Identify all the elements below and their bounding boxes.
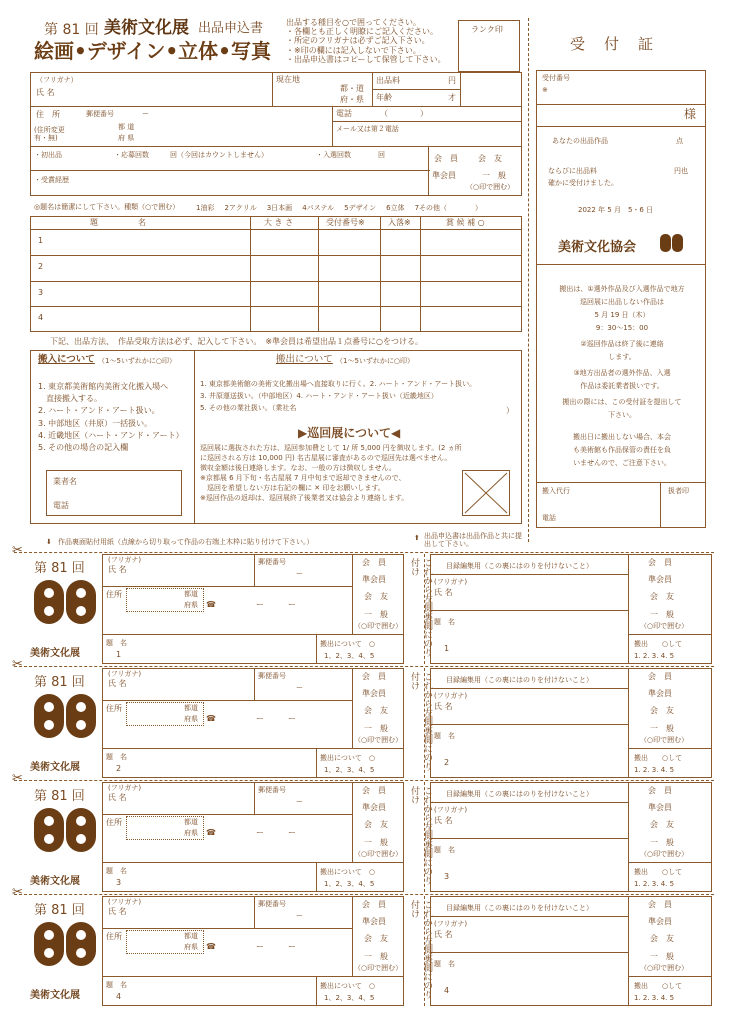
kind-option[interactable]: 4パステル [302,204,335,212]
out-right-options[interactable]: 1. 2. 3. 4. 5 [634,880,675,888]
postal-dash: ー [142,110,149,118]
pickup-line: 搬出は、①選外作品及び入選作品で地方 [559,285,685,293]
circle-note: （○印で囲む） [354,736,403,744]
name-label-2: 氏 名 [434,588,453,597]
address-label: 住 所 [36,110,60,119]
pickup-line: 搬出の際には、この受付証を提出して [562,398,682,406]
tag-strip [0,543,729,666]
outgoing-options[interactable]: 1、2、3、4、5 [324,652,375,660]
scissors-icon: ✂ [12,657,23,672]
delivery-in-item: 2. ハート・アンド・アート扱い。 [38,406,160,416]
general-option[interactable]: 一 般 [364,724,388,733]
tour-line: 巡回展に選抜された方は、巡回参加費として 1/ 所 5,000 円を徴収します。(2 ヵ所 [200,444,462,452]
general-option[interactable]: 一 般 [650,952,674,961]
associate-option[interactable]: 準会員 [362,575,386,584]
works-footnote: 下記、出品方法、 作品受取方法は必ず、記入して下さい。 ※準会員は希望出品１点番号に○をつける。 [50,337,424,346]
delivery-out-list [200,380,476,416]
tour-title: ▶巡回展について◀ [298,426,401,440]
vendor-phone-label: 電話 [53,501,69,510]
general-option[interactable]: 一 般 [650,610,674,619]
pickup-line: 作品は委託業者扱いです。 [580,382,664,390]
member-option[interactable]: 会 員 [362,672,386,681]
name-label-2: 氏 名 [434,702,453,711]
postal-dash: ー [296,798,303,806]
outgoing-options[interactable]: 1、2、3、4、5 [324,880,375,888]
circle-note: （○印で囲む） [640,850,689,858]
kind-options [196,203,482,213]
header-award: 賞 候 補 ○ [446,218,485,227]
general-option[interactable]: 一 般 [650,724,674,733]
kata-label: (フリガナ) [434,920,468,928]
friend-option[interactable]: 会 友 [478,154,502,163]
title-label-2: 題 名 [434,846,455,854]
accepted-count-label: ・入選回数 [316,151,351,159]
name-label: 氏 名 [108,793,127,802]
arrow-up-icon: ⬆ [414,534,420,542]
phone-icon: ☎ [206,942,216,951]
address-label: 住所 [106,590,122,599]
member-option[interactable]: 会 員 [648,900,672,909]
circle-note: （○印で囲む） [640,622,689,630]
form-title: 出品申込書 [198,21,264,36]
exhibition-logo [30,922,100,968]
association-logo [660,234,684,252]
fee-label: 出品料 [376,76,400,85]
catalog-label: 目録編集用（この裏にはのりを付けないこと） [446,790,593,798]
member-option[interactable]: 会 員 [434,154,458,163]
to-do-label: 都 道 [118,123,135,131]
friend-option[interactable]: 会 友 [650,934,674,943]
pickup-line: 5 月 19 日（木） [594,311,650,319]
phone-icon: ☎ [206,600,216,609]
name-label: 氏 名 [36,88,55,97]
member-option[interactable]: 会 員 [362,786,386,795]
cut-instruction: 作品裏面貼付用紙（点線から切り取って作品の右端上木枠に貼り付けて下さい。） [58,538,314,546]
kind-option[interactable]: 5デザイン [344,204,377,212]
strip-brand: 美術文化展 [30,762,80,773]
associate-option[interactable]: 準会員 [362,917,386,926]
delivery-out-choose: （1〜5いずれかに○印） [336,357,415,365]
strip-brand: 美術文化展 [30,990,80,1001]
associate-option[interactable]: 準会員 [648,575,672,584]
associate-option[interactable]: 準会員 [432,171,456,180]
fu-ken-label: 府県 [184,601,198,609]
title-label: 題 名 [106,981,127,989]
pickup-info [540,284,704,468]
exhibition-name: 美術文化展 [104,18,189,38]
out-right-label: 搬出 ○して [634,640,683,648]
member-option[interactable]: 会 員 [648,672,672,681]
circle-note: （○印で囲む） [354,964,403,972]
circle-note: （○印で囲む） [640,964,689,972]
friend-option[interactable]: 会 友 [364,820,388,829]
kind-option[interactable]: 2アクリル [224,204,257,212]
pickup-line: 巡回展に出品しない作品は [580,298,664,306]
out-right-label: 搬出 ○して [634,754,683,762]
general-option[interactable]: 一 般 [364,952,388,961]
outgoing-options[interactable]: 1、2、3、4、5 [324,994,375,1002]
note-line: 出品する種目を○で囲ってください。 [286,18,421,27]
strip-edition: 第 81 回 [34,903,85,918]
row-number: 2 [38,262,44,271]
first-exhibit-label: ・初出品 [34,151,62,159]
works-count-label: あなたの出品作品 [552,137,608,145]
honorific: 様 [684,107,697,121]
phone-icon: ☎ [206,828,216,837]
handler-label: 扱者印 [668,487,689,495]
points-label: 点 [676,137,683,145]
out-right-options[interactable]: 1. 2. 3. 4. 5 [634,994,675,1002]
delivery-in-item: 1. 東京都美術館内美術文化搬入場へ [38,382,169,391]
pickup-line: ③地方出品者の選外作品、入選 [573,369,671,377]
to-do-label: 都道 [184,590,198,598]
to-do-label: 都道 [184,932,198,940]
submit-instruction: 出品申込書は出品作品と共に提出して下さい。 [424,532,522,549]
delivery-in-list [38,382,184,455]
address-label: 住所 [106,704,122,713]
tag-strip [0,657,729,780]
delivery-out-item: 5. その他の業社扱い。（業社名 [200,404,297,413]
out-right-options[interactable]: 1. 2. 3. 4. 5 [634,652,675,660]
pickup-line: ②巡回作品は終了後に連絡 [580,340,664,348]
outgoing-label: 搬出について ○ [320,754,375,762]
pickup-line: 9：30〜15：00 [595,324,649,332]
row-index: 2 [116,764,122,773]
strip-edition: 第 81 回 [34,789,85,804]
friend-option[interactable]: 会 友 [364,706,388,715]
delivery-in-title: 搬入について [38,354,95,365]
postal-label: 郵便番号 [258,900,286,908]
glue-note: これから左側裏側にのり付け [409,786,432,885]
kata-label: (フリガナ) [434,578,468,586]
fu-ken-label: 府 県 [118,134,135,142]
title-label: 題 名 [106,753,127,761]
title-label-2: 題 名 [434,960,455,968]
exhibition-logo [30,580,100,626]
general-option[interactable]: 一 般 [482,171,506,180]
times-label: 回 [378,151,385,159]
kind-option[interactable]: 1油彩 [196,204,215,212]
friend-option[interactable]: 会 友 [650,706,674,715]
row-index: 1 [116,650,122,659]
confirm-text: 確かに受付けました。 [548,179,618,187]
postal-label: 郵便番号 [258,558,286,566]
to-do-label: 都道 [184,818,198,826]
note-line: ・出品申込書はコピーして保管して下さい。 [286,54,446,64]
exhibition-logo [30,694,100,740]
vendor-box[interactable] [46,470,182,516]
delivery-out-item: 3. 井原運送扱い。（中部地区）4. ハート・アンド・アート扱い（近畿地区） [200,392,438,401]
pref-to-label: 都・道 [340,84,364,93]
tour-text [200,444,462,504]
friend-option[interactable]: 会 友 [364,934,388,943]
furigana-label: (フリガナ) [108,556,142,564]
row-index-2: 2 [444,758,450,767]
kind-option[interactable]: 6立体 [386,204,405,212]
phone-dash: ー ー [256,600,296,609]
works-instruction: ◎題名は簡潔にして下さい。種類（○で囲む） [34,203,180,211]
catalog-label: 目録編集用（この裏にはのりを付けないこと） [446,904,593,912]
associate-option[interactable]: 準会員 [648,689,672,698]
row-number: 1 [38,236,44,245]
associate-option[interactable]: 準会員 [648,803,672,812]
glue-note: これから左側裏側にのり付け [409,672,432,771]
outgoing-label: 搬出について ○ [320,868,375,876]
fee-unit: 円也 [674,167,688,175]
phone-icon: ☎ [206,714,216,723]
furigana-label: (フリガナ) [108,784,142,792]
circle-note: （○印で囲む） [354,850,403,858]
award-history-label: ・受賞経歴 [34,176,69,184]
works-table [30,216,522,332]
glue-note: これから左側裏側にのり付け [409,900,432,999]
scissors-icon: ✂ [12,771,23,786]
vendor-label: 業者名 [53,477,77,486]
circle-note: （○印で囲む） [354,622,403,630]
pickup-line: いませんので、ご注意下さい。 [573,459,671,467]
tour-line: ※京都展 6 月下旬・名古屋展 7 月中旬まで返却できませんので、 [200,474,406,483]
current-address-label: 現在地 [276,75,300,84]
postal-dash: ー [296,684,303,692]
title-label: 題 名 [106,867,127,875]
glue-note: これから左側裏側にのり付け [409,558,432,657]
row-number: 4 [38,313,44,322]
phone-label: 電話 [336,109,352,118]
header-size: 大 き さ [264,218,294,227]
row-index-2: 1 [444,644,450,653]
tour-line: ※巡回作品の返却は、巡回展終了後業者又は協会より連絡します。 [200,494,409,503]
associate-option[interactable]: 準会員 [362,689,386,698]
kind-option[interactable]: 3日本画 [266,204,293,212]
yen-label: 円 [448,76,456,85]
associate-option[interactable]: 準会員 [362,803,386,812]
kata-label: (フリガナ) [434,692,468,700]
out-right-label: 搬出 ○して [634,868,683,876]
star-mark: ※ [542,86,548,94]
title-label-2: 題 名 [434,732,455,740]
out-right-options[interactable]: 1. 2. 3. 4. 5 [634,766,675,774]
phone-dash: ー ー [256,828,296,837]
vendor-close-paren: ） [506,406,514,415]
header-notes [286,18,446,64]
delivery-out-title: 搬出について [276,354,333,365]
cross-mark-icon [463,471,509,515]
categories-title: 絵画•デザイン•立体•写真 [34,39,271,63]
row-number: 3 [38,288,44,297]
scissors-icon: ✂ [12,543,23,558]
arrow-down-icon: ⬇ [46,538,52,546]
member-option[interactable]: 会 員 [648,558,672,567]
header-title: 題 名 [90,218,146,227]
general-option[interactable]: 一 般 [364,610,388,619]
name-label: 氏 名 [108,679,127,688]
agent-label: 搬入代行 [542,487,570,495]
entry-count-label: ・応募回数 [114,151,149,159]
to-do-label: 都道 [184,704,198,712]
associate-option[interactable]: 準会員 [648,917,672,926]
general-option[interactable]: 一 般 [650,838,674,847]
pickup-line: します。 [608,353,636,361]
fee-line: ならびに出品料 [548,167,597,175]
title-label: 題 名 [106,639,127,647]
association-name: 美術文化協会 [558,240,637,255]
row-index: 4 [116,992,122,1001]
member-option[interactable]: 会 員 [648,786,672,795]
tag-strip [0,885,729,1008]
delivery-in-choose: （1〜5いずれかに○印） [98,357,177,365]
general-option[interactable]: 一 般 [364,838,388,847]
note-line: ・所定のフリガナは必ずご記入下さい。 [286,36,430,46]
header-result: 入落※ [388,218,411,227]
name-label: 氏 名 [108,907,127,916]
pickup-line: も美術館も作品保管の責任を負 [573,446,671,454]
phone-paren: （ ） [380,109,428,118]
member-option[interactable]: 会 員 [362,900,386,909]
tour-line: 巡回を希望しない方は右記の欄に ✕ 印をお願いします。 [200,484,385,493]
tag-strip [0,771,729,894]
strip-brand: 美術文化展 [30,876,80,887]
header-reception: 受付番号※ [326,218,365,227]
rank-stamp-box [458,20,520,72]
postal-dash: ー [296,570,303,578]
catalog-label: 目録編集用（この裏にはのりを付けないこと） [446,562,593,570]
phone-dash: ー ー [256,942,296,951]
pickup-line: 搬出日に搬出しない場合、本会 [573,433,671,441]
postal-label: 郵便番号 [258,672,286,680]
address-change-note: (住所変更 有・無) [34,126,65,143]
kind-option[interactable]: 7その他（ ） [414,204,483,212]
strip-edition: 第 81 回 [34,675,85,690]
kata-label: (フリガナ) [434,806,468,814]
furigana-label: （フリガナ） [36,76,78,84]
name-label-2: 氏 名 [434,816,453,825]
sai-label: 才 [448,93,456,102]
member-option[interactable]: 会 員 [362,558,386,567]
rank-label: ランク印 [471,25,503,34]
address-label: 住所 [106,932,122,941]
exhibition-logo [30,808,100,854]
mail-label: メール又は第２電話 [336,125,399,133]
note-line: ・※印の欄には記入しないで下さい。 [286,45,421,55]
row-index: 3 [116,878,122,887]
postal-dash: ー [296,912,303,920]
receipt-date: 2022 年 5 月 5・6 日 [578,206,654,214]
name-label-2: 氏 名 [434,930,453,939]
tour-line: 徴収金額は後日連絡します。なお、一般の方は徴収しません。 [200,464,396,473]
agent-phone-label: 電話 [542,514,556,522]
row-index-2: 4 [444,986,450,995]
fu-ken-label: 府県 [184,715,198,723]
outgoing-options[interactable]: 1、2、3、4、5 [324,766,375,774]
outgoing-label: 搬出について ○ [320,982,375,990]
tour-line: に巡回される方は 10,000 円) 名古屋展に審査があるので巡回先は選べません。 [200,454,452,463]
fu-ken-label: 府県 [184,943,198,951]
friend-option[interactable]: 会 友 [650,592,674,601]
circle-note: （○印で囲む） [466,183,515,191]
delivery-out-item: 1. 東京都美術館の美術文化搬出場へ直接取りに行く。2. ハート・アンド・アート扱い。 [200,380,477,388]
age-label: 年齢 [376,93,392,102]
reception-number-label: 受付番号 [542,74,570,82]
phone-dash: ー ー [256,714,296,723]
delivery-in-item: 直接搬入する。 [38,394,102,404]
out-right-label: 搬出 ○して [634,982,683,990]
pref-fu-label: 府・県 [340,95,364,104]
delivery-in-item: 5. その他の場合の記入欄 [38,442,129,452]
postal-label: 郵便番号 [86,110,114,118]
times-note: 回（今回はカウントしません） [170,151,268,159]
address-label: 住所 [106,818,122,827]
circle-note: （○印で囲む） [640,736,689,744]
name-field[interactable] [80,80,266,102]
receipt-title: 受 付 証 [570,35,656,53]
furigana-label: (フリガナ) [108,670,142,678]
delivery-in-item: 3. 中部地区（井原）一括扱い。 [38,418,153,428]
tour-opt-out-checkbox[interactable] [462,470,510,516]
delivery-in-item: 4. 近畿地区（ハート・アンド・アート） [38,430,184,440]
title-label-2: 題 名 [434,618,455,626]
row-index-2: 3 [444,872,450,881]
scissors-icon: ✂ [12,885,23,900]
postal-label: 郵便番号 [258,786,286,794]
edition-label: 第 81 回 [44,22,99,38]
pickup-line: 下さい。 [608,411,636,419]
catalog-label: 目録編集用（この裏にはのりを付けないこと） [446,676,593,684]
friend-option[interactable]: 会 友 [364,592,388,601]
note-line: ・各欄とも正しく明瞭にご記入ください。 [286,27,438,37]
strip-brand: 美術文化展 [30,648,80,659]
fu-ken-label: 府県 [184,829,198,837]
friend-option[interactable]: 会 友 [650,820,674,829]
furigana-label: (フリガナ) [108,898,142,906]
outgoing-label: 搬出について ○ [320,640,375,648]
strip-edition: 第 81 回 [34,561,85,576]
name-label: 氏 名 [108,565,127,574]
